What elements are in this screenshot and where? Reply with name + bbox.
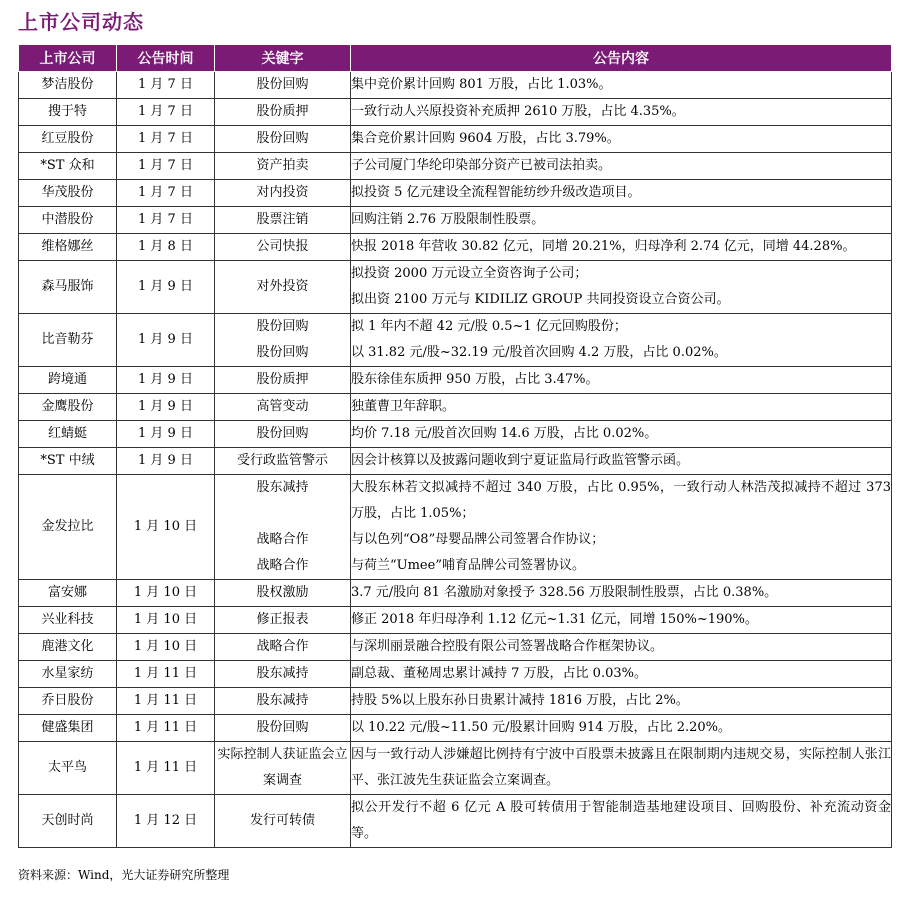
keyword-text: 对内投资 (256, 185, 309, 200)
table-row (19, 394, 892, 421)
cell-company: 兴业科技 (19, 607, 117, 634)
table-row (19, 661, 892, 688)
cell-company: 天创时尚 (19, 795, 117, 848)
cell-content (351, 72, 892, 99)
content-text: 子公司厦门华纶印染部分资产已被司法拍卖。 (351, 158, 612, 173)
cell-company: 比音勒芬 (19, 314, 117, 367)
content-text: 修正 2018 年归母净利 1.12 亿元~1.31 亿元，同增 150%~190%。 (351, 612, 758, 627)
keyword-text: 实际控制人获证监会立案调查 (217, 747, 348, 788)
cell-keyword (215, 688, 351, 715)
keyword-text: 资产拍卖 (256, 158, 309, 173)
content-text: 以 10.22 元/股~11.50 元/股累计回购 914 万股，占比 2.20%。 (351, 720, 731, 735)
cell-keyword (215, 72, 351, 99)
content-text: 拟公开发行不超 6 亿元 A 股可转债用于智能制造基地建设项目、回购股份、补充流动资金等。 (351, 800, 891, 841)
cell-date: 1 月 9 日 (117, 314, 215, 367)
cell-keyword (215, 394, 351, 421)
content-text: 拟投资 2000 万元设立全资咨询子公司； (351, 266, 588, 281)
keyword-text: 修正报表 (256, 612, 309, 627)
content-text: 拟 1 年内不超 42 元/股 0.5~1 亿元回购股份； (351, 319, 627, 334)
cell-content (351, 634, 892, 661)
cell-content (351, 180, 892, 207)
keyword-text: 股东减持 (256, 480, 309, 495)
keyword-text: 战略合作 (256, 532, 309, 547)
cell-date: 1 月 10 日 (117, 607, 215, 634)
cell-company: 太平鸟 (19, 742, 117, 795)
cell-company: 金发拉比 (19, 475, 117, 580)
cell-content (351, 742, 892, 795)
content-text: 与深圳丽景融合控股有限公司签署战略合作框架协议。 (351, 639, 664, 654)
content-text: 股东徐佳东质押 950 万股，占比 3.47%。 (351, 372, 599, 387)
announcement-table (18, 44, 892, 848)
cell-date: 1 月 7 日 (117, 180, 215, 207)
keyword-text: 股份回购 (256, 77, 309, 92)
cell-keyword (215, 448, 351, 475)
table-row (19, 475, 892, 580)
content-text: 快报 2018 年营收 30.82 亿元，同增 20.21%，归母净利 2.74 亿元，同增 44.28%。 (351, 239, 856, 254)
cell-company: 红蜻蜓 (19, 421, 117, 448)
cell-content (351, 715, 892, 742)
cell-date: 1 月 9 日 (117, 448, 215, 475)
cell-content (351, 475, 892, 580)
table-row (19, 99, 892, 126)
cell-company: *ST 众和 (19, 153, 117, 180)
content-text: 回购注销 2.76 万股限制性股票。 (351, 212, 545, 227)
cell-content (351, 207, 892, 234)
table-row (19, 126, 892, 153)
table-row (19, 742, 892, 795)
content-text: 以 31.82 元/股~32.19 元/股首次回购 4.2 万股，占比 0.02%。 (351, 345, 727, 360)
cell-keyword (215, 314, 351, 367)
header-keyword: 关键字 (215, 45, 351, 72)
cell-keyword (215, 607, 351, 634)
header-content: 公告内容 (351, 45, 892, 72)
cell-company: 健盛集团 (19, 715, 117, 742)
content-text: 副总裁、董秘周忠累计减持 7 万股，占比 0.03%。 (351, 666, 647, 681)
cell-date: 1 月 12 日 (117, 795, 215, 848)
cell-date: 1 月 10 日 (117, 634, 215, 661)
content-text: 均价 7.18 元/股首次回购 14.6 万股，占比 0.02%。 (351, 426, 658, 441)
cell-date: 1 月 9 日 (117, 421, 215, 448)
cell-content (351, 234, 892, 261)
cell-date: 1 月 7 日 (117, 72, 215, 99)
cell-company: 华茂股份 (19, 180, 117, 207)
cell-content (351, 261, 892, 314)
keyword-text: 发行可转债 (249, 813, 315, 828)
keyword-text: 股东减持 (256, 693, 309, 708)
table-row (19, 314, 892, 367)
cell-content (351, 314, 892, 367)
keyword-text: 股份回购 (256, 426, 309, 441)
keyword-text: 对外投资 (256, 279, 309, 294)
cell-company: 森马服饰 (19, 261, 117, 314)
source-note: 资料来源：Wind，光大证券研究所整理 (18, 868, 230, 882)
content-text: 独董曹卫年辞职。 (351, 399, 456, 414)
cell-content (351, 795, 892, 848)
table-row (19, 795, 892, 848)
content-text: 拟出资 2100 万元与 KIDILIZ GROUP 共同投资设立合资公司。 (351, 292, 730, 307)
cell-keyword (215, 99, 351, 126)
cell-content (351, 661, 892, 688)
keyword-text: 公司快报 (256, 239, 309, 254)
cell-content (351, 421, 892, 448)
cell-date: 1 月 9 日 (117, 394, 215, 421)
cell-company: 富安娜 (19, 580, 117, 607)
cell-date: 1 月 7 日 (117, 153, 215, 180)
keyword-text: 股东减持 (256, 666, 309, 681)
cell-date: 1 月 11 日 (117, 661, 215, 688)
header-date: 公告时间 (117, 45, 215, 72)
table-row (19, 180, 892, 207)
cell-content (351, 688, 892, 715)
cell-keyword (215, 234, 351, 261)
cell-date: 1 月 7 日 (117, 207, 215, 234)
cell-date: 1 月 11 日 (117, 715, 215, 742)
content-text: 因会计核算以及披露问题收到宁夏证监局行政监管警示函。 (351, 453, 690, 468)
keyword-text: 股份回购 (256, 131, 309, 146)
keyword-text: 股份质押 (256, 372, 309, 387)
cell-content (351, 126, 892, 153)
table-row (19, 607, 892, 634)
cell-company: 跨境通 (19, 367, 117, 394)
cell-keyword (215, 661, 351, 688)
cell-keyword (215, 153, 351, 180)
cell-keyword (215, 207, 351, 234)
table-row (19, 688, 892, 715)
keyword-text: 股份回购 (256, 319, 309, 334)
content-text: 因与一致行动人涉嫌超比例持有宁波中百股票未披露且在限制期内违规交易，实际控制人张江平、张江波先生获证监会立案调查。 (351, 747, 891, 788)
cell-company: 金鹰股份 (19, 394, 117, 421)
table-row (19, 367, 892, 394)
table-row (19, 448, 892, 475)
cell-date: 1 月 10 日 (117, 475, 215, 580)
cell-content (351, 607, 892, 634)
cell-keyword (215, 475, 351, 580)
cell-date: 1 月 7 日 (117, 126, 215, 153)
content-text: 3.7 元/股向 81 名激励对象授予 328.56 万股限制性股票，占比 0.38%。 (351, 585, 778, 600)
keyword-text: 股权激励 (256, 585, 309, 600)
table-row (19, 153, 892, 180)
content-text: 大股东林若文拟减持不超过 340 万股，占比 0.95%，一致行动人林浩茂拟减持不超过 373 万股，占比 1.05%； (351, 480, 891, 521)
cell-company: 搜于特 (19, 99, 117, 126)
table-row (19, 207, 892, 234)
cell-date: 1 月 9 日 (117, 261, 215, 314)
cell-keyword (215, 126, 351, 153)
table-row (19, 580, 892, 607)
cell-company: 乔日股份 (19, 688, 117, 715)
content-text: 集合竞价累计回购 9604 万股，占比 3.79%。 (351, 131, 620, 146)
table-row (19, 234, 892, 261)
cell-company: *ST 中绒 (19, 448, 117, 475)
content-text: 集中竞价累计回购 801 万股，占比 1.03%。 (351, 77, 612, 92)
cell-date: 1 月 11 日 (117, 742, 215, 795)
content-text: 与荷兰“Umee”哺育品牌公司签署协议。 (351, 558, 585, 573)
cell-date: 1 月 7 日 (117, 99, 215, 126)
cell-keyword (215, 742, 351, 795)
table-row (19, 421, 892, 448)
keyword-text: 股份回购 (256, 345, 309, 360)
cell-date: 1 月 11 日 (117, 688, 215, 715)
cell-company: 维格娜丝 (19, 234, 117, 261)
cell-content (351, 448, 892, 475)
cell-date: 1 月 9 日 (117, 367, 215, 394)
keyword-text: 战略合作 (256, 558, 309, 573)
cell-date: 1 月 8 日 (117, 234, 215, 261)
cell-content (351, 394, 892, 421)
cell-keyword (215, 367, 351, 394)
cell-company: 水星家纺 (19, 661, 117, 688)
table-row (19, 72, 892, 99)
table-row (19, 715, 892, 742)
cell-keyword (215, 261, 351, 314)
content-text: 一致行动人兴原投资补充质押 2610 万股，占比 4.35%。 (351, 104, 685, 119)
cell-company: 红豆股份 (19, 126, 117, 153)
keyword-text: 战略合作 (256, 639, 309, 654)
cell-company: 鹿港文化 (19, 634, 117, 661)
cell-company: 梦洁股份 (19, 72, 117, 99)
content-text: 与以色列“O8”母婴品牌公司签署合作协议； (351, 532, 605, 547)
cell-keyword (215, 580, 351, 607)
content-text: 拟投资 5 亿元建设全流程智能纺纱升级改造项目。 (351, 185, 641, 200)
keyword-text: 高管变动 (256, 399, 309, 414)
table-header-row (19, 45, 892, 72)
table-row (19, 634, 892, 661)
cell-content (351, 580, 892, 607)
header-company: 上市公司 (19, 45, 117, 72)
cell-date: 1 月 10 日 (117, 580, 215, 607)
keyword-text: 股份回购 (256, 720, 309, 735)
cell-keyword (215, 180, 351, 207)
cell-keyword (215, 634, 351, 661)
cell-keyword (215, 795, 351, 848)
cell-content (351, 99, 892, 126)
cell-keyword (215, 715, 351, 742)
cell-content (351, 153, 892, 180)
content-text: 持股 5%以上股东孙日贵累计减持 1816 万股，占比 2%。 (351, 693, 689, 708)
cell-content (351, 367, 892, 394)
keyword-text: 受行政监管警示 (236, 453, 328, 468)
keyword-text: 股份质押 (256, 104, 309, 119)
table-row (19, 261, 892, 314)
cell-company: 中潜股份 (19, 207, 117, 234)
keyword-text: 股票注销 (256, 212, 309, 227)
page-title: 上市公司动态 (18, 10, 144, 34)
cell-keyword (215, 421, 351, 448)
